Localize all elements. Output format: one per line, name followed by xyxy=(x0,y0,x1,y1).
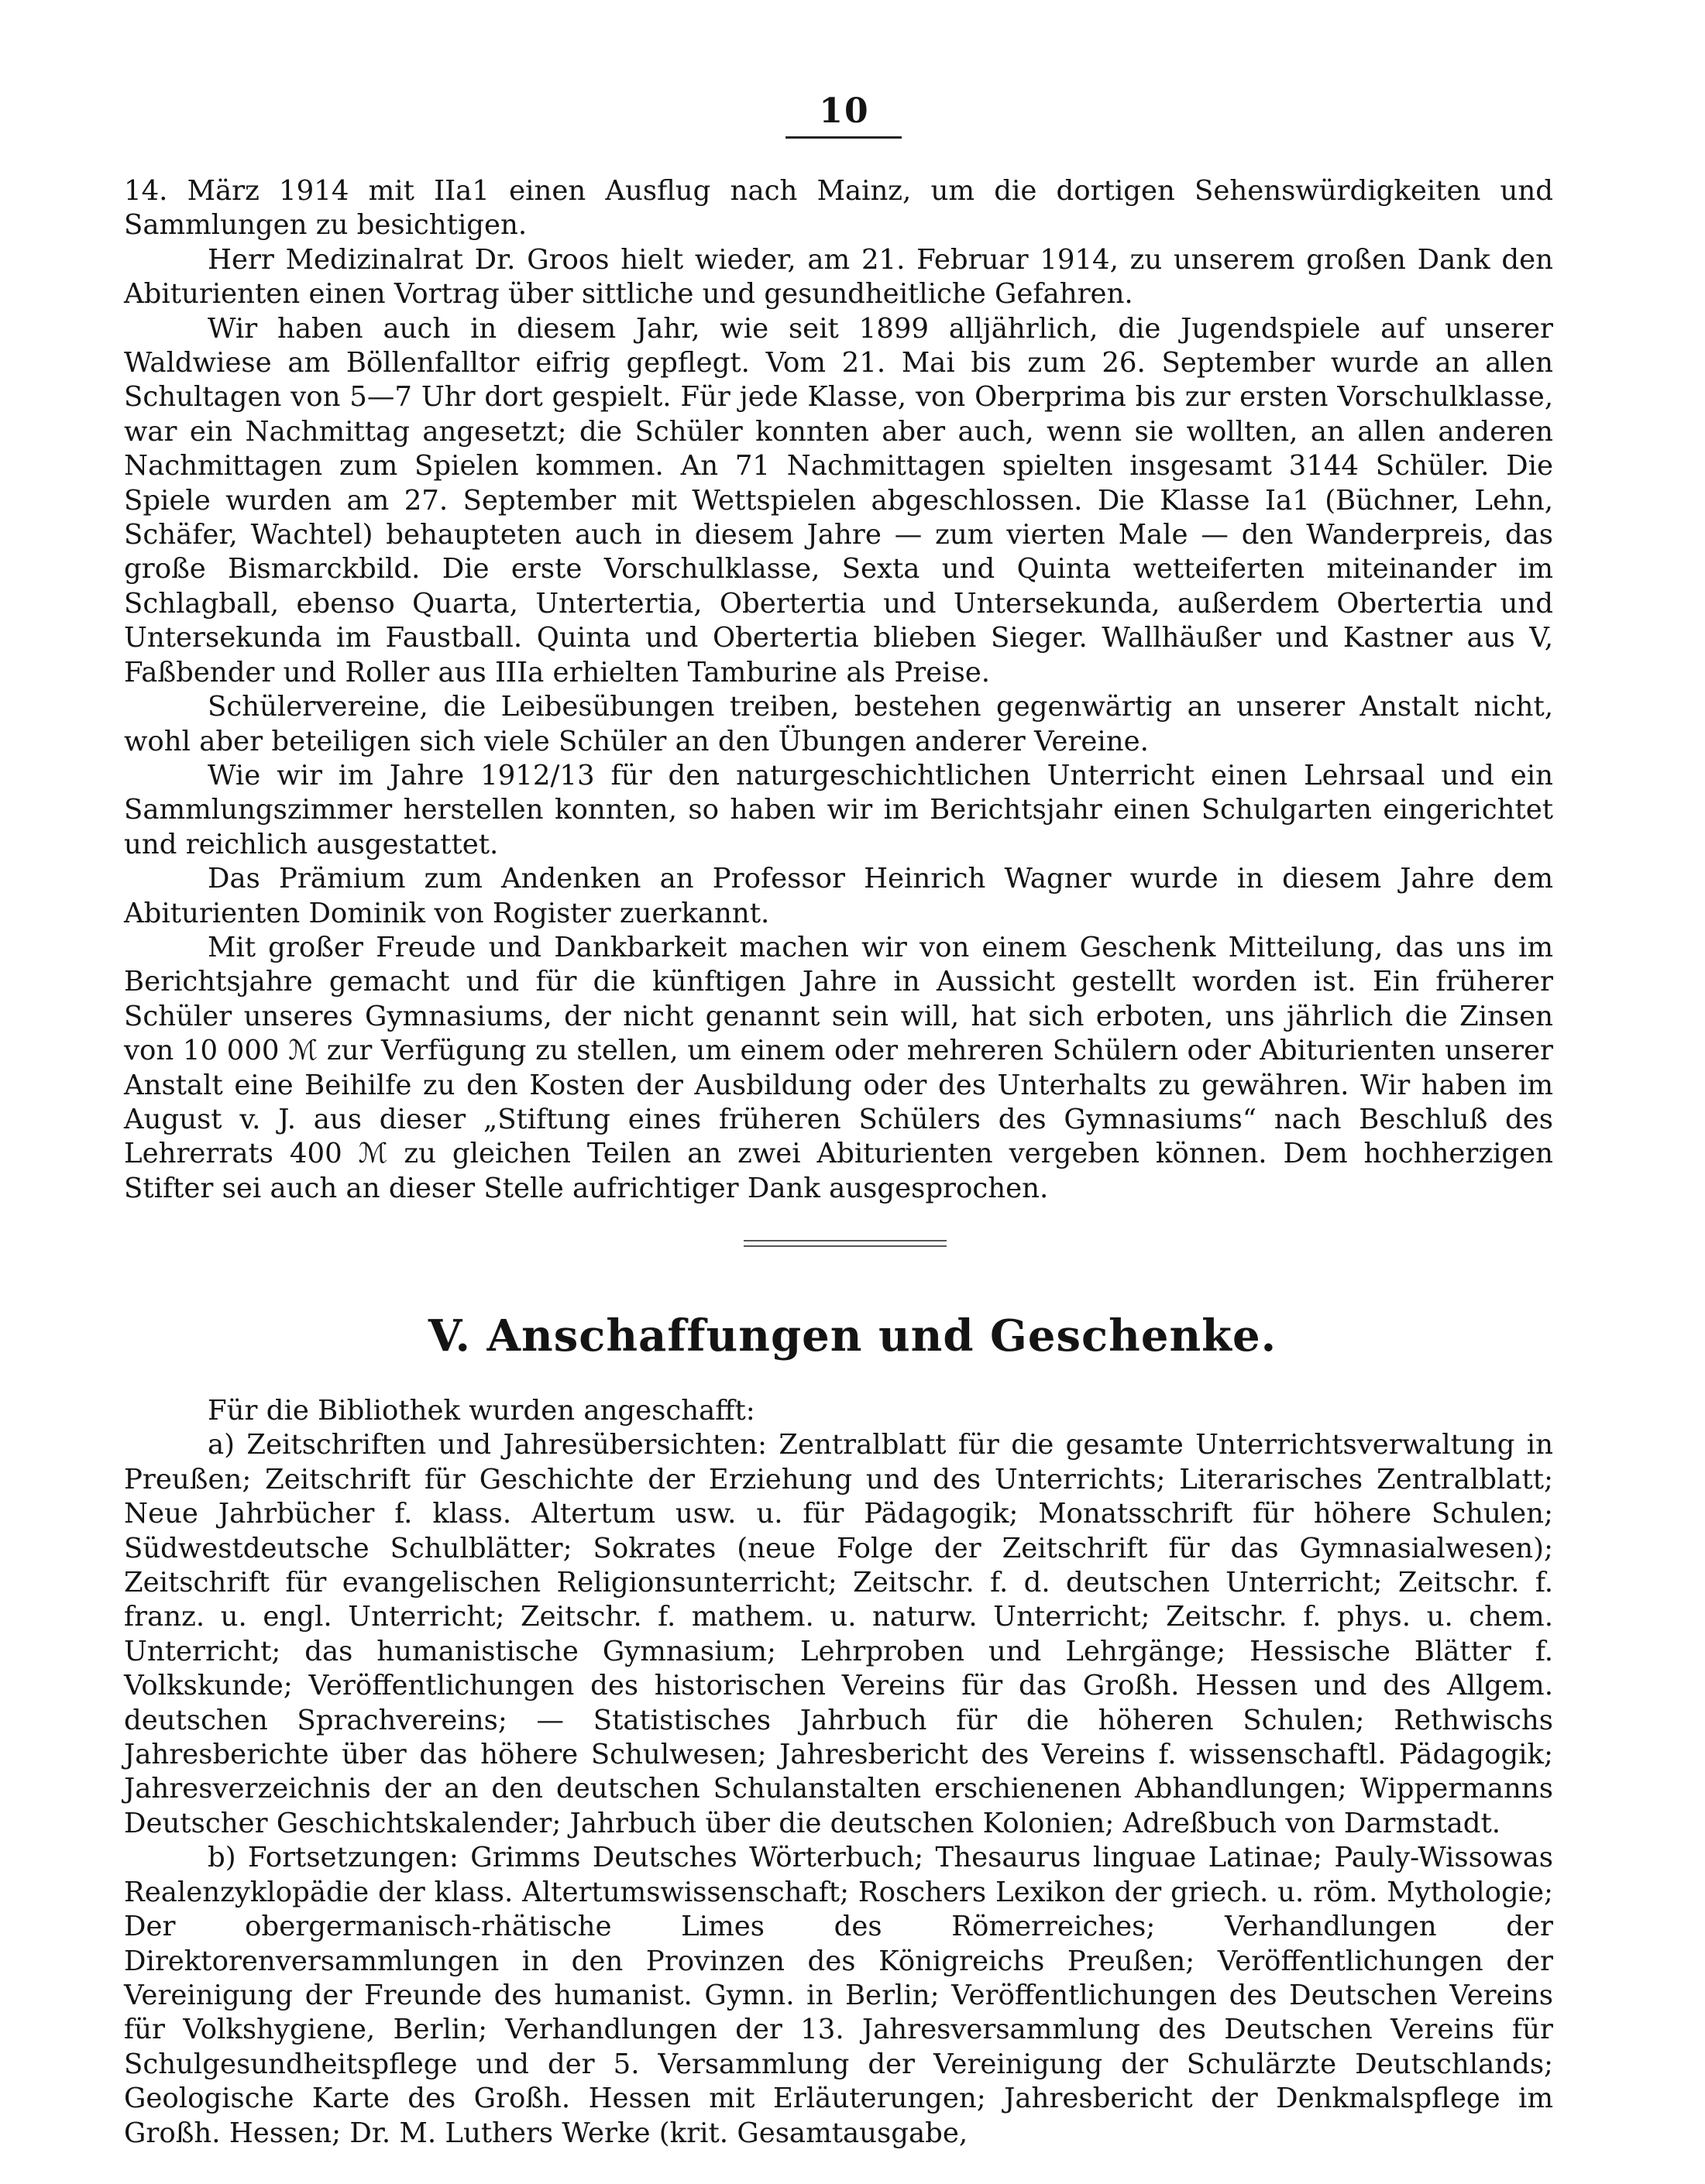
paragraph-foundation: Mit großer Freude und Dankbarkeit machen wir von einem Geschenk Mitteilung, das uns im Berichtsjahre gemacht und für die künftigen Jahre in Aussicht gestellt worden ist. Ein früherer Schüler unseres Gymnasiums, der nicht genannt sein will, hat sich erboten, uns jährlich die Zinsen von 10 000 ℳ zur Verfügung zu stellen, um einem oder mehreren Schülern oder Abiturienten unserer Anstalt eine Beihilfe zu den Kosten der Ausbildung oder des Unterhalts zu gewähren. Wir haben im August v. J. aus dieser „Stiftung eines früheren Schülers des Gymnasiums“ nach Beschluß des Lehrerrats 400 ℳ zu gleichen Teilen an zwei Abiturienten vergeben können. Dem hochherzigen Stifter sei auch an dieser Stelle aufrichtiger Dank ausgesprochen. xyxy=(124,931,1553,1204)
section-v-text xyxy=(124,1394,1553,2151)
library-intro: Für die Bibliothek wurden angeschafft: xyxy=(208,1395,755,1427)
page-number: 10 xyxy=(819,91,870,131)
section-top-text xyxy=(124,174,1553,1206)
paragraph-student-clubs: Schülervereine, die Leibesübungen treiben, bestehen gegenwärtig an unserer Anstalt nicht, wohl aber beteiligen sich viele Schüler an den Übungen anderer Vereine. xyxy=(124,691,1553,757)
library-item-periodicals: a) Zeitschriften und Jahresübersichten: Zentralblatt für die gesamte Unterrichtsverwaltung in Preußen; Zeitschrift für Geschichte der Erziehung und des Unterrichts; Literarisches Zentralblatt; Neue Jahrbücher f. klass. Altertum usw. u. für Pädagogik; Monatsschrift für höhere Schulen; Südwestdeutsche Schulblätter; Sokrates (neue Folge der Zeitschrift für das Gymnasialwesen); Zeitschrift für evangelischen Religionsunterricht; Zeitschr. f. d. deutschen Unterricht; Zeitschr. f. franz. u. engl. Unterricht; Zeitschr. f. mathem. u. naturw. Unterricht; Zeitschr. f. phys. u. chem. Unterricht; das humanistische Gymnasium; Lehrproben und Lehrgänge; Hessische Blätter f. Volkskunde; Veröffentlichungen des historischen Vereins für das Großh. Hessen und des Allgem. deutschen Sprachvereins; — Statistisches Jahrbuch für die höheren Schulen; Rethwischs Jahresberichte über das höhere Schulwesen; Jahresbericht des Vereins f. wissenschaftl. Pädagogik; Jahresverzeichnis der an den deutschen Schulanstalten erschienenen Abhandlungen; Wippermanns Deutscher Geschichtskalender; Jahrbuch über die deutschen Kolonien; Adreßbuch von Darmstadt. xyxy=(124,1429,1553,1839)
paragraph-youth-games: Wir haben auch in diesem Jahr, wie seit 1899 alljährlich, die Jugendspiele auf unserer Waldwiese am Böllenfalltor eifrig gepflegt. Vom 21. Mai bis zum 26. September wurde an allen Schultagen von 5—7 Uhr dort gespielt. Für jede Klasse, von Oberprima bis zur ersten Vorschulklasse, war ein Nachmittag angesetzt; die Schüler konnten aber auch, wenn sie wollten, an allen anderen Nachmittagen zum Spielen kommen. An 71 Nachmittagen spielten insgesamt 3144 Schüler. Die Spiele wurden am 27. September mit Wettspielen abgeschlossen. Die Klasse Ia1 (Büchner, Lehn, Schäfer, Wachtel) behaupteten auch in diesem Jahre — zum vierten Male — den Wanderpreis, das große Bismarckbild. Die erste Vorschulklasse, Sexta und Quinta wetteiferten miteinander im Schlagball, ebenso Quarta, Untertertia, Obertertia und Untersekunda, außerdem Obertertia und Untersekunda im Faustball. Quinta und Obertertia blieben Sieger. Wallhäußer und Kastner aus V, Faßbender und Roller aus IIIa erhielten Tamburine als Preise. xyxy=(124,312,1553,689)
paragraph-premium: Das Prämium zum Andenken an Professor Heinrich Wagner wurde in diesem Jahre dem Abiturienten Dominik von Rogister zuerkannt. xyxy=(124,863,1553,929)
library-item-continuations: b) Fortsetzungen: Grimms Deutsches Wörterbuch; Thesaurus linguae Latinae; Pauly-Wissowas Realenzyklopädie der klass. Altertumswissenschaft; Roschers Lexikon der griech. u. röm. Mythologie; Der obergermanisch-rhätische Limes des Römerreiches; Verhandlungen der Direktorenversammlungen in den Provinzen des Königreichs Preußen; Veröffentlichungen der Vereinigung der Freunde des humanist. Gymn. in Berlin; Veröffentlichungen des Deutschen Vereins für Volkshygiene, Berlin; Verhandlungen der 13. Jahresversammlung des Deutschen Vereins für Schulgesundheitspflege und der 5. Versammlung der Vereinigung der Schulärzte Deutschlands; Geologische Karte des Großh. Hessen mit Erläuterungen; Jahresbericht der Denkmalspflege im Großh. Hessen; Dr. M. Luthers Werke (krit. Gesamtausgabe, xyxy=(124,1842,1553,2149)
section-divider-bottom xyxy=(744,1245,947,1247)
page-number-underline xyxy=(785,136,902,139)
paragraph-excursion: 14. März 1914 mit IIa1 einen Ausflug nach Mainz, um die dortigen Sehenswürdigkeiten und Sammlungen zu besichtigen. xyxy=(124,175,1553,242)
paragraph-lecture: Herr Medizinalrat Dr. Groos hielt wieder, am 21. Februar 1914, zu unserem großen Dank den Abiturienten einen Vortrag über sittliche und gesundheitliche Gefahren. xyxy=(124,243,1553,311)
section-heading: V. Anschaffungen und Geschenke. xyxy=(428,1310,1277,1362)
section-divider-top xyxy=(744,1240,947,1241)
paragraph-school-garden: Wie wir im Jahre 1912/13 für den naturgeschichtlichen Unterricht einen Lehrsaal und ein Sammlungszimmer herstellen konnten, so haben wir im Berichtsjahr einen Schulgarten eingerichtet und reichlich ausgestattet. xyxy=(124,759,1553,860)
